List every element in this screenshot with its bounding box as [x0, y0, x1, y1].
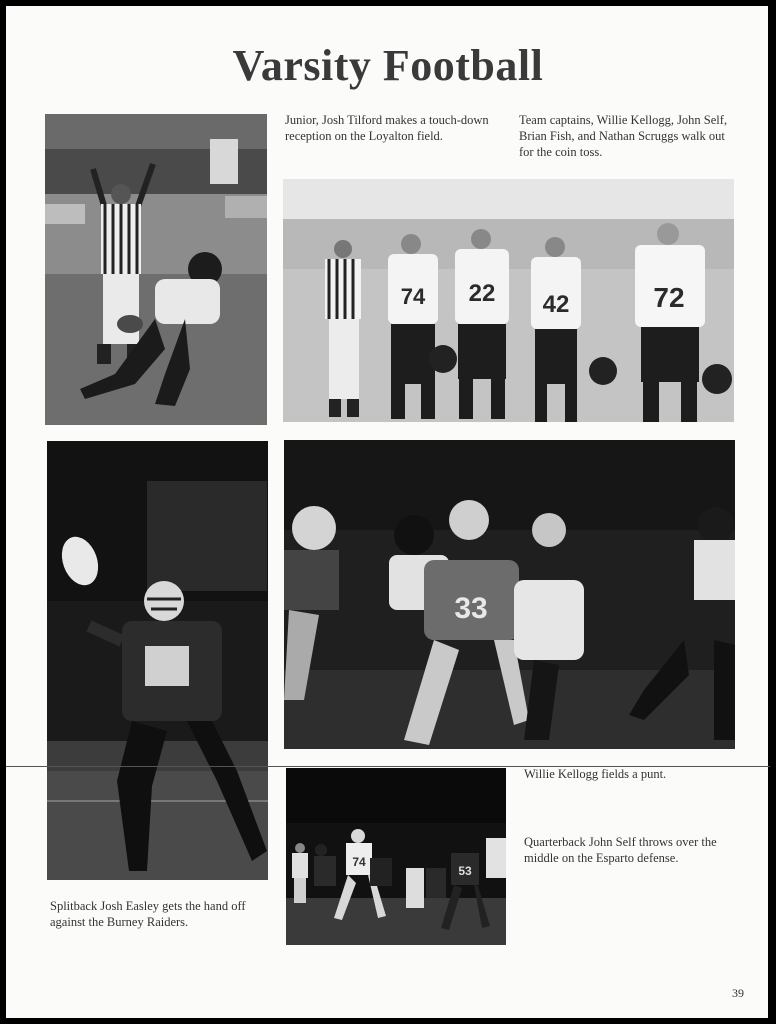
caption-team-captains: Team captains, Willie Kellogg, John Self, Brian Fish, and Nathan Scruggs walk out for the coin toss. [519, 113, 728, 159]
captain-3-number: 42 [542, 291, 570, 318]
page-title: Varsity Football [232, 41, 544, 90]
punt-returner-number: 33 [454, 592, 488, 625]
defender-number: 53 [458, 864, 472, 878]
quarterback-number: 74 [352, 855, 366, 869]
caption-hand-off: Splitback Josh Easley gets the hand off against the Burney Raiders. [50, 899, 246, 929]
photo-team-captains [283, 179, 734, 422]
photo-quarterback-throws [286, 768, 506, 945]
caption-punt-return: Willie Kellogg fields a punt. [524, 767, 667, 781]
captain-2-number: 22 [468, 280, 496, 307]
page-number: 39 [732, 986, 744, 1000]
photo-hand-off [47, 441, 268, 880]
photo-touchdown-reception [45, 114, 267, 425]
caption-quarterback: Quarterback John Self throws over the middle on the Esparto defense. [524, 835, 717, 865]
photo-punt-return [284, 440, 735, 749]
captain-4-number: 72 [653, 282, 685, 313]
scan-line [6, 766, 770, 767]
captain-1-number: 74 [400, 284, 426, 309]
caption-touchdown-reception: Junior, Josh Tilford makes a touch-down reception on the Loyalton field. [285, 113, 489, 143]
